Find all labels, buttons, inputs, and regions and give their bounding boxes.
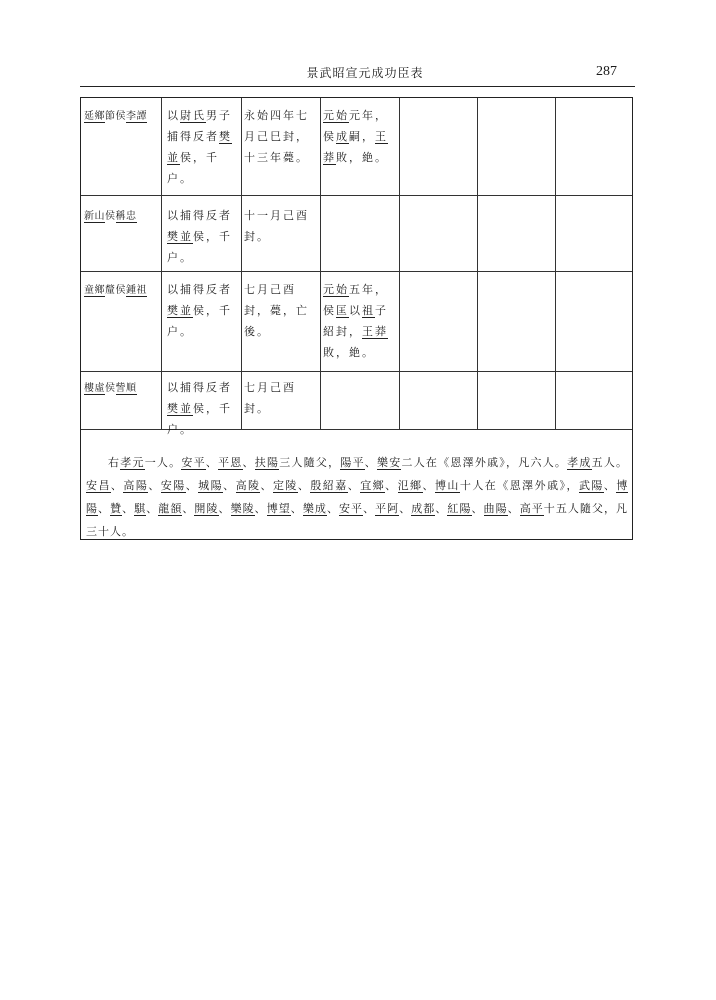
text-segment: 、 (98, 502, 111, 515)
proper-name-underlined: 安平 (181, 456, 206, 469)
proper-name-underlined: 贊 (110, 502, 123, 515)
text-segment: 嗣， (349, 130, 375, 143)
proper-name-underlined: 樊並 (167, 402, 193, 415)
text-segment: 、 (363, 502, 376, 515)
text-segment: 三人隨父， (279, 456, 341, 469)
proper-name-underlined: 安昌 (86, 479, 111, 492)
text-segment: 二人在《恩澤外戚》，凡六人。 (401, 456, 568, 469)
text-segment: 、 (290, 502, 303, 515)
proper-name-underlined: 稱忠 (115, 211, 137, 222)
text-segment: 男子捕得反者 (167, 109, 232, 143)
row-2-reason (167, 205, 243, 268)
proper-name-underlined: 王莽 (323, 130, 388, 164)
row-3-reason (167, 279, 243, 342)
row-2-name (84, 206, 162, 227)
text-segment: 十五人隨父，凡三十人。 (86, 502, 629, 538)
proper-name-underlined: 延鄉 (84, 111, 105, 122)
proper-name-underlined: 曲陽 (483, 502, 508, 515)
proper-name-underlined: 訾順 (115, 383, 137, 394)
text-segment: 子紹封， (323, 304, 388, 338)
row-3-name (84, 280, 162, 301)
proper-name-underlined: 氾鄉 (397, 479, 423, 492)
header-rule (80, 86, 635, 87)
proper-name-underlined: 高陽 (123, 479, 149, 492)
row-divider (81, 195, 632, 196)
text-segment: 、 (110, 479, 124, 492)
text-segment: 一人。 (144, 456, 182, 469)
text-segment: 侯，千户。 (167, 304, 232, 338)
text-segment: 以 (167, 109, 180, 122)
proper-name-underlined: 博望 (266, 502, 291, 515)
text-segment: 、 (435, 502, 448, 515)
proper-name-underlined: 定陵 (272, 479, 298, 492)
text-segment: 、 (185, 479, 199, 492)
text-segment: 五人。 (591, 456, 629, 469)
proper-name-underlined: 樊並 (167, 130, 232, 164)
text-segment: 侯 (105, 383, 116, 394)
proper-name-underlined: 童鄉 (84, 285, 105, 296)
proper-name-underlined: 王莽 (362, 325, 388, 338)
text-segment: 以捕得反者 (167, 209, 232, 222)
row-3-succession (323, 279, 399, 363)
row-divider (81, 429, 632, 430)
proper-name-underlined: 平阿 (375, 502, 400, 515)
proper-name-underlined: 博陽 (86, 479, 629, 515)
text-segment: 、 (205, 456, 219, 469)
text-segment: 右 (108, 456, 121, 469)
column-divider (477, 98, 478, 429)
text-segment: 、 (254, 502, 267, 515)
row-2-enfeoffment: 十一月己酉封。 (244, 209, 309, 243)
column-divider (320, 98, 321, 429)
summary-paragraph (86, 451, 628, 543)
text-segment: 、 (218, 502, 231, 515)
proper-name-underlined: 騏 (134, 502, 147, 515)
row-4-enfeoffment: 七月己酉封。 (244, 381, 296, 415)
text-segment: 、 (347, 479, 361, 492)
text-segment: 、 (260, 479, 273, 492)
text-segment: 、 (364, 456, 378, 469)
text-segment: 、 (148, 479, 161, 492)
proper-name-underlined: 高陵 (235, 479, 261, 492)
row-4-reason (167, 377, 243, 440)
row-3-enfeoffment: 七月己酉封，薨，亡後。 (244, 283, 309, 338)
proper-name-underlined: 城陽 (198, 479, 224, 492)
text-segment: 、 (603, 479, 617, 492)
text-segment: 釐侯 (105, 285, 126, 296)
text-segment: 、 (385, 479, 398, 492)
proper-name-underlined: 安平 (338, 502, 364, 515)
proper-name-underlined: 紅陽 (447, 502, 472, 515)
row-divider (81, 371, 632, 372)
text-segment: 以 (349, 304, 362, 317)
proper-name-underlined: 孝成 (567, 456, 592, 469)
proper-name-underlined: 匡 (336, 304, 349, 317)
text-segment: 、 (422, 479, 435, 492)
proper-name-underlined: 武陽 (578, 479, 604, 492)
row-1-name (84, 106, 162, 127)
text-segment: 、 (122, 502, 135, 515)
proper-name-underlined: 樂成 (302, 502, 327, 515)
proper-name-underlined: 龍頟 (158, 502, 183, 515)
text-segment: 五年，侯 (323, 283, 388, 317)
text-segment: 、 (471, 502, 484, 515)
proper-name-underlined: 開陵 (194, 502, 219, 515)
text-segment: 敗，絶。 (323, 346, 375, 359)
column-divider (399, 98, 400, 429)
text-segment: 侯，千户。 (167, 402, 232, 436)
proper-name-underlined: 樂陵 (230, 502, 255, 515)
row-1-succession (323, 105, 399, 168)
proper-name-underlined: 新山 (84, 211, 105, 222)
text-segment: 、 (223, 479, 236, 492)
text-segment: 、 (326, 502, 339, 515)
row-4-name (84, 378, 162, 399)
proper-name-underlined: 安陽 (160, 479, 186, 492)
proper-name-underlined: 扶陽 (254, 456, 280, 469)
text-segment: 、 (242, 456, 255, 469)
text-segment: 、 (146, 502, 159, 515)
row-1-enfeoffment: 永始四年七月己巳封，十三年薨。 (244, 109, 309, 164)
page-number: 287 (596, 64, 617, 79)
proper-name-underlined: 樊並 (167, 230, 193, 243)
proper-name-underlined: 殷紹嘉 (310, 479, 348, 492)
row-1-reason (167, 105, 243, 189)
text-segment: 十人在《恩澤外戚》， (459, 479, 579, 492)
proper-name-underlined: 李譚 (126, 111, 147, 122)
proper-name-underlined: 平恩 (218, 456, 243, 469)
proper-name-underlined: 高平 (519, 502, 544, 515)
text-segment: 以捕得反者 (167, 381, 232, 394)
proper-name-underlined: 成 (336, 130, 349, 143)
proper-name-underlined: 宜鄉 (360, 479, 386, 492)
text-segment: 、 (399, 502, 412, 515)
text-segment: 敗，絶。 (336, 151, 388, 164)
proper-name-underlined: 元始 (323, 283, 349, 296)
text-segment: 節侯 (105, 111, 126, 122)
text-segment: 侯，千户。 (167, 151, 219, 185)
proper-name-underlined: 元始 (323, 109, 349, 122)
proper-name-underlined: 孝元 (120, 456, 145, 469)
proper-name-underlined: 尉氏 (180, 109, 206, 122)
proper-name-underlined: 樊並 (167, 304, 193, 317)
column-divider (555, 98, 556, 429)
text-segment: 侯 (105, 211, 116, 222)
text-segment: 、 (507, 502, 520, 515)
text-segment: 元年，侯 (323, 109, 388, 143)
proper-name-underlined: 成都 (411, 502, 436, 515)
text-segment: 、 (297, 479, 311, 492)
proper-name-underlined: 鍾祖 (126, 285, 147, 296)
row-divider (81, 271, 632, 272)
proper-name-underlined: 祖 (362, 304, 375, 317)
text-segment: 侯，千户。 (167, 230, 232, 264)
text-segment: 以捕得反者 (167, 283, 232, 296)
proper-name-underlined: 博山 (434, 479, 460, 492)
proper-name-underlined: 陽平 (340, 456, 365, 469)
proper-name-underlined: 樂安 (377, 456, 402, 469)
running-title: 景武昭宣元成功臣表 (306, 66, 424, 80)
text-segment: 、 (182, 502, 195, 515)
proper-name-underlined: 樓虛 (84, 383, 105, 394)
